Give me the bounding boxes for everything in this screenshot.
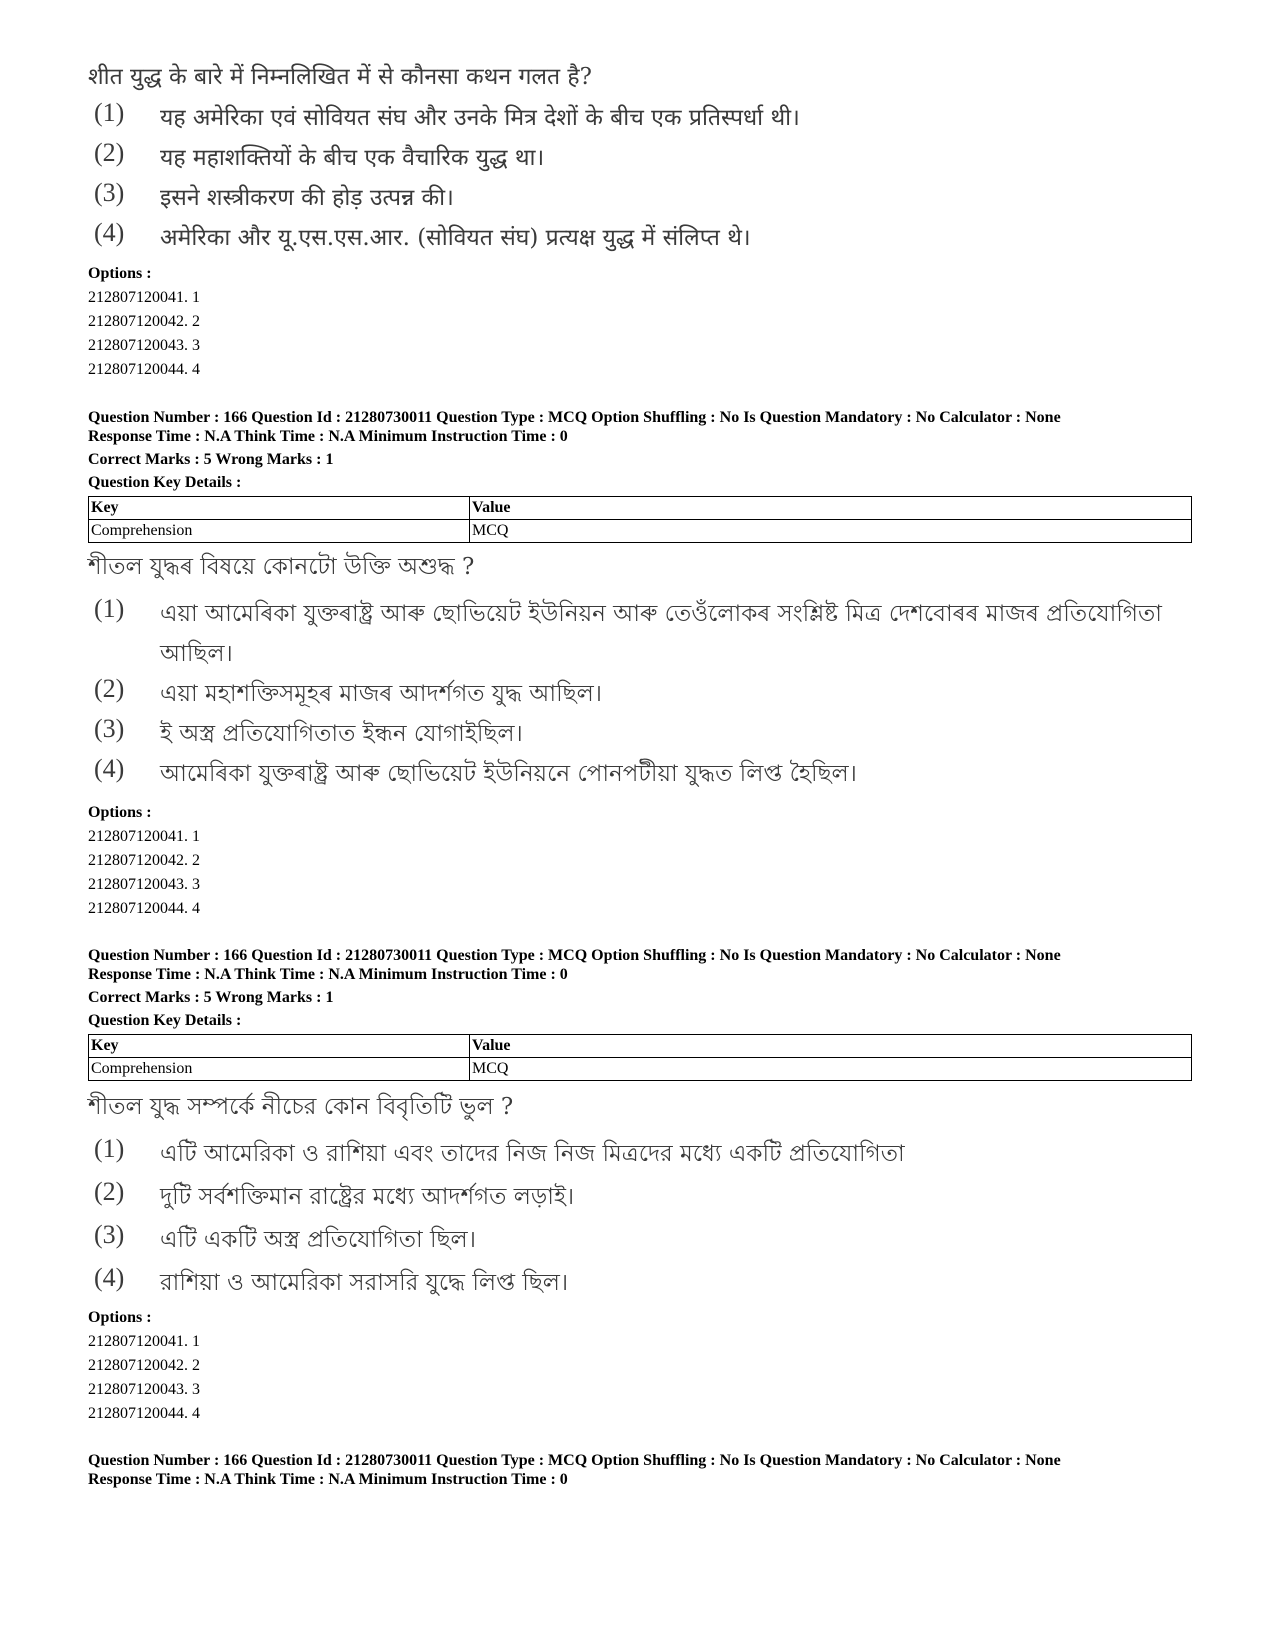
- question-option: [88, 714, 1192, 754]
- table-cell-key: Comprehension: [89, 1058, 470, 1081]
- marks-line: Correct Marks : 5 Wrong Marks : 1: [88, 451, 334, 468]
- options-label: Options :: [88, 1309, 152, 1326]
- option-number: (2): [94, 137, 125, 167]
- option-text: রাশিয়া ও আমেরিকা সরাসরি যুদ্ধে লিপ্ত ছিল।: [160, 1269, 569, 1296]
- option-text: এয়া আমেৰিকা যুক্তৰাষ্ট্ৰ আৰু ছোভিয়েট ইউনিয়ন আৰু তেওঁলোকৰ সংশ্লিষ্ট মিত্ৰ দেশবোৰৰ মাজৰ প্ৰতিযোগিতা আছিল।: [160, 600, 1162, 667]
- response-time-line: Response Time : N.A Think Time : N.A Minimum Instruction Time : 0: [88, 1471, 568, 1488]
- option-text: अमेरिका और यू.एस.एस.आर. (सोवियत संघ) प्रत्यक्ष युद्ध में संलिप्त थे।: [160, 224, 751, 251]
- option-code: 212807120042. 2: [88, 313, 200, 330]
- table-header-row: [89, 497, 1192, 520]
- option-code: 212807120044. 4: [88, 900, 200, 917]
- options-list: [88, 801, 200, 921]
- question-metadata: [88, 946, 1061, 1030]
- option-number: (3): [94, 177, 125, 207]
- option-code: 212807120044. 4: [88, 361, 200, 378]
- question-option: [88, 1263, 905, 1303]
- option-number: (2): [94, 1176, 125, 1206]
- option-number: (3): [94, 1219, 125, 1249]
- option-code: 212807120043. 3: [88, 876, 200, 893]
- option-code: 212807120043. 3: [88, 337, 200, 354]
- options-label: Options :: [88, 265, 152, 282]
- key-value-table: [88, 496, 1192, 543]
- option-number: (4): [94, 753, 125, 783]
- question-option: [88, 594, 1192, 674]
- question-option: [88, 138, 800, 178]
- question-image-hindi: [88, 64, 800, 258]
- option-number: (1): [94, 1133, 125, 1163]
- option-number: (1): [94, 593, 125, 623]
- option-code: 212807120044. 4: [88, 1405, 200, 1422]
- option-code: 212807120042. 2: [88, 1357, 200, 1374]
- table-header-key: Key: [89, 497, 470, 520]
- key-details-label: Question Key Details :: [88, 474, 242, 491]
- table-header-value: Value: [470, 497, 1192, 520]
- option-code: 212807120041. 1: [88, 289, 200, 306]
- option-code: 212807120043. 3: [88, 1381, 200, 1398]
- response-time-line: Response Time : N.A Think Time : N.A Minimum Instruction Time : 0: [88, 428, 568, 445]
- option-text: इसने शस्त्रीकरण की होड़ उत्पन्न की।: [160, 184, 454, 211]
- table-cell-key: Comprehension: [89, 520, 470, 543]
- question-option: [88, 98, 800, 138]
- question-option: [88, 1177, 905, 1217]
- question-info-line: Question Number : 166 Question Id : 21280730011 Question Type : MCQ Option Shuffling : No Is Question Mandatory : No Calculator : None: [88, 409, 1061, 426]
- question-info-line: Question Number : 166 Question Id : 21280730011 Question Type : MCQ Option Shuffling : No Is Question Mandatory : No Calculator : None: [88, 947, 1061, 964]
- question-option: [88, 754, 1192, 794]
- question-metadata: [88, 408, 1061, 492]
- question-title: शीत युद्ध के बारे में निम्नलिखित में से कौनसा कथन गलत है?: [88, 64, 592, 90]
- table-header-row: [89, 1035, 1192, 1058]
- question-image-assamese: [88, 554, 1192, 794]
- options-list: [88, 262, 200, 382]
- option-code: 212807120041. 1: [88, 1333, 200, 1350]
- key-details-label: Question Key Details :: [88, 1012, 242, 1029]
- option-number: (3): [94, 713, 125, 743]
- table-row: [89, 520, 1192, 543]
- option-number: (4): [94, 217, 125, 247]
- question-info-line: Question Number : 166 Question Id : 21280730011 Question Type : MCQ Option Shuffling : No Is Question Mandatory : No Calculator : None: [88, 1452, 1061, 1469]
- question-title: শীতল যুদ্ধৰ বিষয়ে কোনটো উক্তি অশুদ্ধ ?: [88, 554, 475, 580]
- option-text: এয়া মহাশক্তিসমূহৰ মাজৰ আদৰ্শগত যুদ্ধ আছিল।: [160, 680, 602, 707]
- option-text: ই অস্ত্ৰ প্ৰতিযোগিতাত ইন্ধন যোগাইছিল।: [160, 720, 523, 747]
- option-number: (4): [94, 1262, 125, 1292]
- question-option: [88, 1220, 905, 1260]
- option-text: यह अमेरिका एवं सोवियत संघ और उनके मित्र देशों के बीच एक प्रतिस्पर्धा थी।: [160, 104, 800, 131]
- key-value-table: [88, 1034, 1192, 1081]
- table-header-value: Value: [470, 1035, 1192, 1058]
- option-code: 212807120042. 2: [88, 852, 200, 869]
- question-option: [88, 674, 1192, 714]
- option-text: यह महाशक्तियों के बीच एक वैचारिक युद्ध था।: [160, 144, 545, 171]
- table-header-key: Key: [89, 1035, 470, 1058]
- marks-line: Correct Marks : 5 Wrong Marks : 1: [88, 989, 334, 1006]
- option-text: আমেৰিকা যুক্তৰাষ্ট্ৰ আৰু ছোভিয়েট ইউনিয়নে পোনপটীয়া যুদ্ধত লিপ্ত হৈছিল।: [160, 760, 857, 787]
- table-row: [89, 1058, 1192, 1081]
- question-title: শীতল যুদ্ধ সম্পর্কে নীচের কোন বিবৃতিটি ভুল ?: [88, 1094, 514, 1120]
- table-cell-value: MCQ: [470, 520, 1192, 543]
- option-number: (1): [94, 97, 125, 127]
- question-option: [88, 178, 800, 218]
- question-metadata: [88, 1451, 1061, 1489]
- option-text: এটি আমেরিকা ও রাশিয়া এবং তাদের নিজ নিজ মিত্রদের মধ্যে একটি প্রতিযোগিতা: [160, 1140, 905, 1167]
- table-cell-value: MCQ: [470, 1058, 1192, 1081]
- question-option: [88, 218, 800, 258]
- options-list: [88, 1306, 200, 1426]
- question-option: [88, 1134, 905, 1174]
- option-text: এটি একটি অস্ত্র প্রতিযোগিতা ছিল।: [160, 1226, 476, 1253]
- option-number: (2): [94, 673, 125, 703]
- option-text: দুটি সর্বশক্তিমান রাষ্ট্রের মধ্যে আদর্শগত লড়াই।: [160, 1183, 575, 1210]
- option-code: 212807120041. 1: [88, 828, 200, 845]
- question-image-bengali: [88, 1094, 905, 1303]
- response-time-line: Response Time : N.A Think Time : N.A Minimum Instruction Time : 0: [88, 966, 568, 983]
- options-label: Options :: [88, 804, 152, 821]
